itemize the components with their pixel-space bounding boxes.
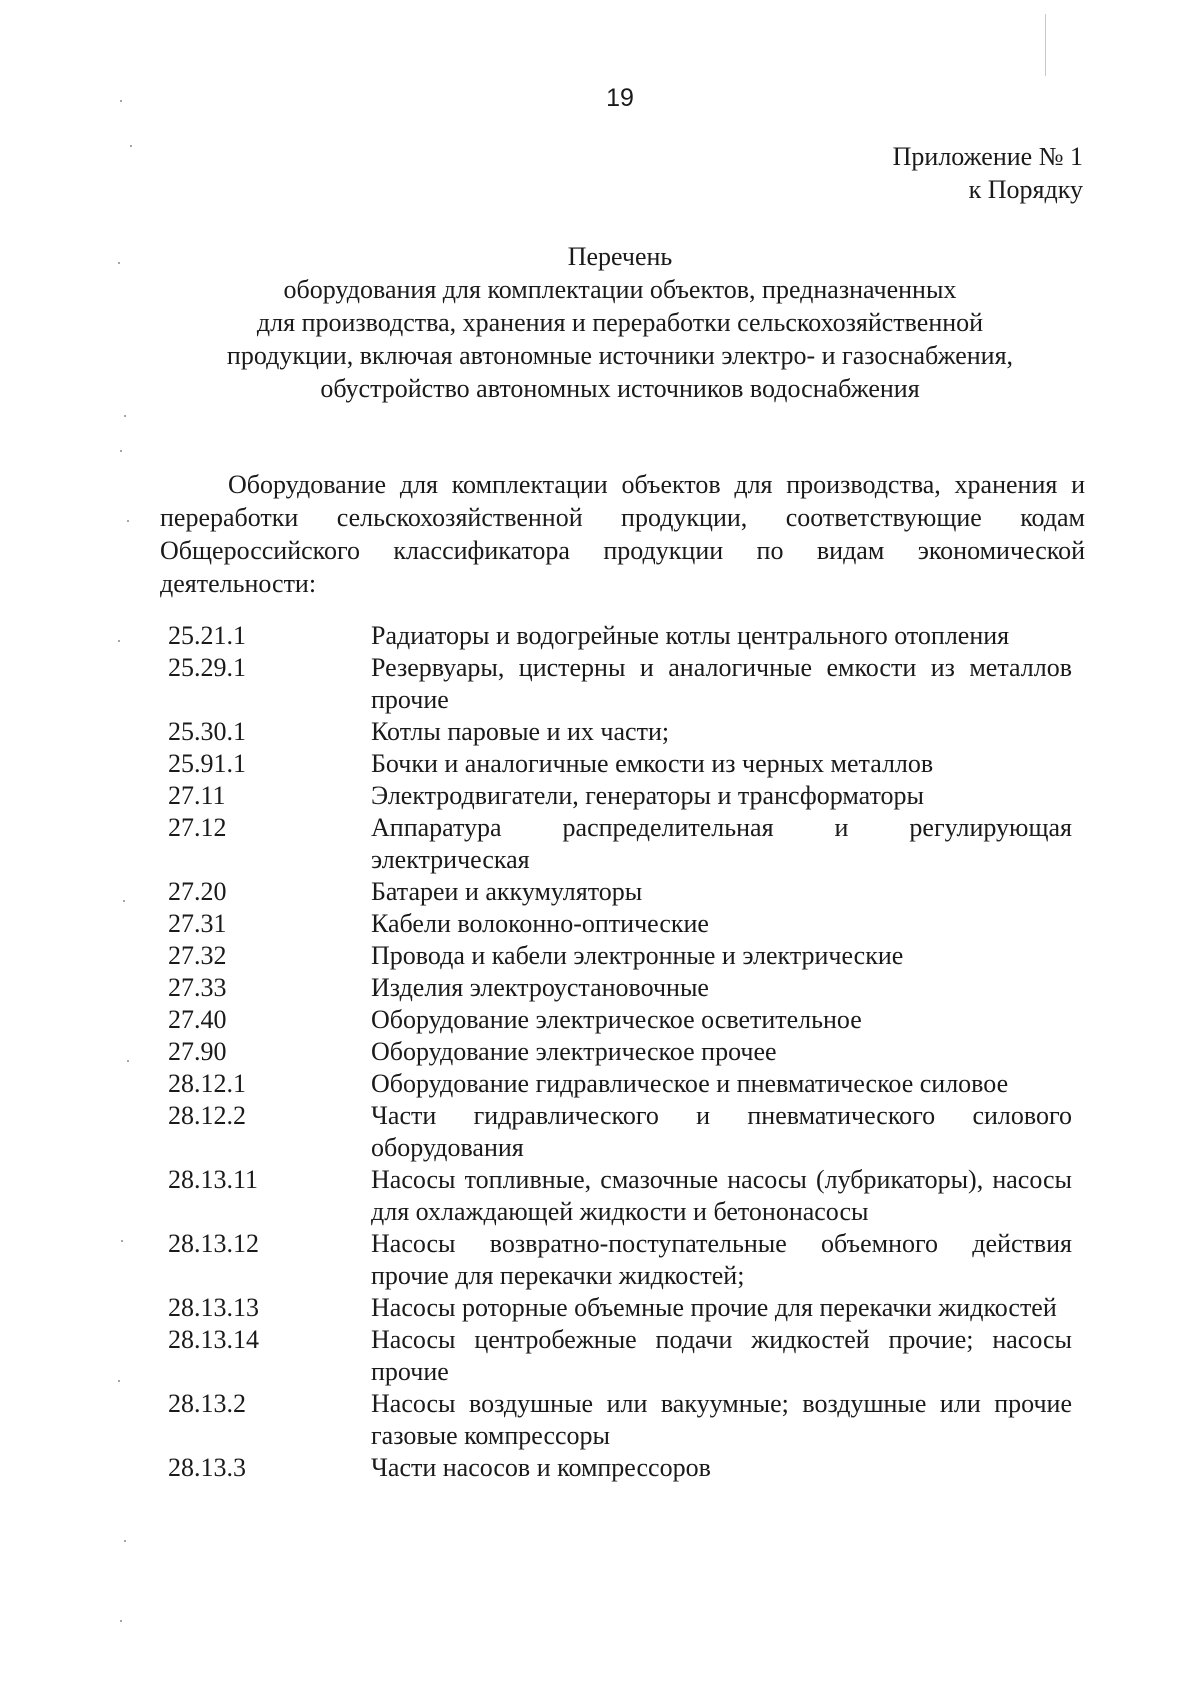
table-row bbox=[168, 1036, 1072, 1068]
item-description: Батареи и аккумуляторы bbox=[371, 877, 643, 906]
table-row bbox=[168, 620, 1072, 652]
scan-speck bbox=[130, 145, 132, 147]
scan-artifact-line bbox=[1045, 14, 1046, 76]
scan-speck bbox=[120, 1620, 122, 1622]
item-description: Котлы паровые и их части; bbox=[371, 717, 670, 746]
scan-speck bbox=[118, 640, 120, 642]
item-description: Насосы возвратно-поступательные объемного действия прочие для перекачки жидкостей; bbox=[371, 1229, 1072, 1290]
title-line: для производства, хранения и переработки сельскохозяйственной bbox=[256, 308, 984, 337]
item-code: 25.29.1 bbox=[168, 653, 246, 682]
item-code: 28.13.2 bbox=[168, 1389, 246, 1418]
item-code: 27.20 bbox=[168, 877, 227, 906]
item-description: Насосы топливные, смазочные насосы (лубрикаторы), насосы для охлаждающей жидкости и бетононасосы bbox=[371, 1165, 1072, 1226]
table-row bbox=[168, 972, 1072, 1004]
table-row bbox=[168, 940, 1072, 972]
scan-speck bbox=[120, 100, 122, 102]
scan-speck bbox=[124, 415, 126, 417]
item-code: 28.13.13 bbox=[168, 1293, 259, 1322]
item-description: Оборудование электрическое осветительное bbox=[371, 1005, 862, 1034]
item-description: Провода и кабели электронные и электрические bbox=[371, 941, 904, 970]
appendix-line: Приложение № 1 bbox=[892, 142, 1083, 171]
item-code: 28.12.2 bbox=[168, 1101, 246, 1130]
item-code: 28.13.14 bbox=[168, 1325, 259, 1354]
scan-speck bbox=[121, 1240, 123, 1242]
title-line: обустройство автономных источников водоснабжения bbox=[320, 374, 920, 403]
item-description: Части насосов и компрессоров bbox=[371, 1453, 711, 1482]
item-description: Электродвигатели, генераторы и трансформаторы bbox=[371, 781, 924, 810]
page-number: 19 bbox=[606, 84, 634, 112]
table-row bbox=[168, 908, 1072, 940]
item-code: 28.13.11 bbox=[168, 1165, 259, 1194]
item-code: 28.13.3 bbox=[168, 1453, 246, 1482]
item-code: 27.31 bbox=[168, 909, 227, 938]
item-description: Оборудование гидравлическое и пневматическое силовое bbox=[371, 1069, 1009, 1098]
scan-speck bbox=[118, 1380, 120, 1382]
codes-table bbox=[168, 620, 1072, 1484]
item-code: 28.12.1 bbox=[168, 1069, 246, 1098]
item-description: Части гидравлического и пневматического силового оборудования bbox=[371, 1101, 1072, 1162]
scan-speck bbox=[123, 900, 125, 902]
table-row bbox=[168, 1164, 1072, 1228]
item-code: 27.40 bbox=[168, 1005, 227, 1034]
table-row bbox=[168, 876, 1072, 908]
intro-paragraph: Оборудование для комплектации объектов для производства, хранения и переработки сельскохозяйственной продукции, соответствующие кодам Общероссийского классификатора продукции по видам экономической деятельности: bbox=[160, 470, 1085, 598]
item-code: 27.90 bbox=[168, 1037, 227, 1066]
scan-speck bbox=[127, 520, 129, 522]
item-description: Бочки и аналогичные емкости из черных металлов bbox=[371, 749, 934, 778]
item-code: 27.12 bbox=[168, 813, 227, 842]
table-row bbox=[168, 1388, 1072, 1452]
table-row bbox=[168, 780, 1072, 812]
scan-speck bbox=[120, 450, 122, 452]
scan-speck bbox=[127, 1060, 129, 1062]
title-line: продукции, включая автономные источники электро- и газоснабжения, bbox=[226, 341, 1014, 370]
table-row bbox=[168, 1452, 1072, 1484]
table-row bbox=[168, 716, 1072, 748]
table-row bbox=[168, 1324, 1072, 1388]
table-row bbox=[168, 1292, 1072, 1324]
table-row bbox=[168, 1100, 1072, 1164]
item-code: 28.13.12 bbox=[168, 1229, 259, 1258]
item-description: Насосы роторные объемные прочие для перекачки жидкостей bbox=[371, 1293, 1057, 1322]
table-row bbox=[168, 652, 1072, 716]
document-title bbox=[160, 240, 1080, 405]
item-code: 25.30.1 bbox=[168, 717, 246, 746]
codes-table-body bbox=[168, 620, 1072, 1484]
scan-speck bbox=[118, 262, 120, 264]
title-line: Перечень bbox=[567, 242, 673, 271]
table-row bbox=[168, 748, 1072, 780]
item-code: 25.21.1 bbox=[168, 621, 246, 650]
item-description: Аппаратура распределительная и регулирующая электрическая bbox=[371, 813, 1072, 874]
appendix-reference bbox=[893, 140, 1083, 206]
table-row bbox=[168, 812, 1072, 876]
item-code: 25.91.1 bbox=[168, 749, 246, 778]
item-code: 27.32 bbox=[168, 941, 227, 970]
item-code: 27.33 bbox=[168, 973, 227, 1002]
title-line: оборудования для комплектации объектов, предназначенных bbox=[283, 275, 957, 304]
table-row bbox=[168, 1004, 1072, 1036]
table-row bbox=[168, 1068, 1072, 1100]
item-description: Радиаторы и водогрейные котлы центрального отопления bbox=[371, 621, 1010, 650]
item-description: Резервуары, цистерны и аналогичные емкости из металлов прочие bbox=[371, 653, 1072, 714]
item-description: Насосы воздушные или вакуумные; воздушные или прочие газовые компрессоры bbox=[371, 1389, 1072, 1450]
item-code: 27.11 bbox=[168, 781, 226, 810]
table-row bbox=[168, 1228, 1072, 1292]
item-description: Оборудование электрическое прочее bbox=[371, 1037, 777, 1066]
item-description: Кабели волоконно-оптические bbox=[371, 909, 709, 938]
appendix-line: к Порядку bbox=[968, 175, 1083, 204]
item-description: Насосы центробежные подачи жидкостей прочие; насосы прочие bbox=[371, 1325, 1072, 1386]
item-description: Изделия электроустановочные bbox=[371, 973, 709, 1002]
scan-speck bbox=[124, 1540, 126, 1542]
